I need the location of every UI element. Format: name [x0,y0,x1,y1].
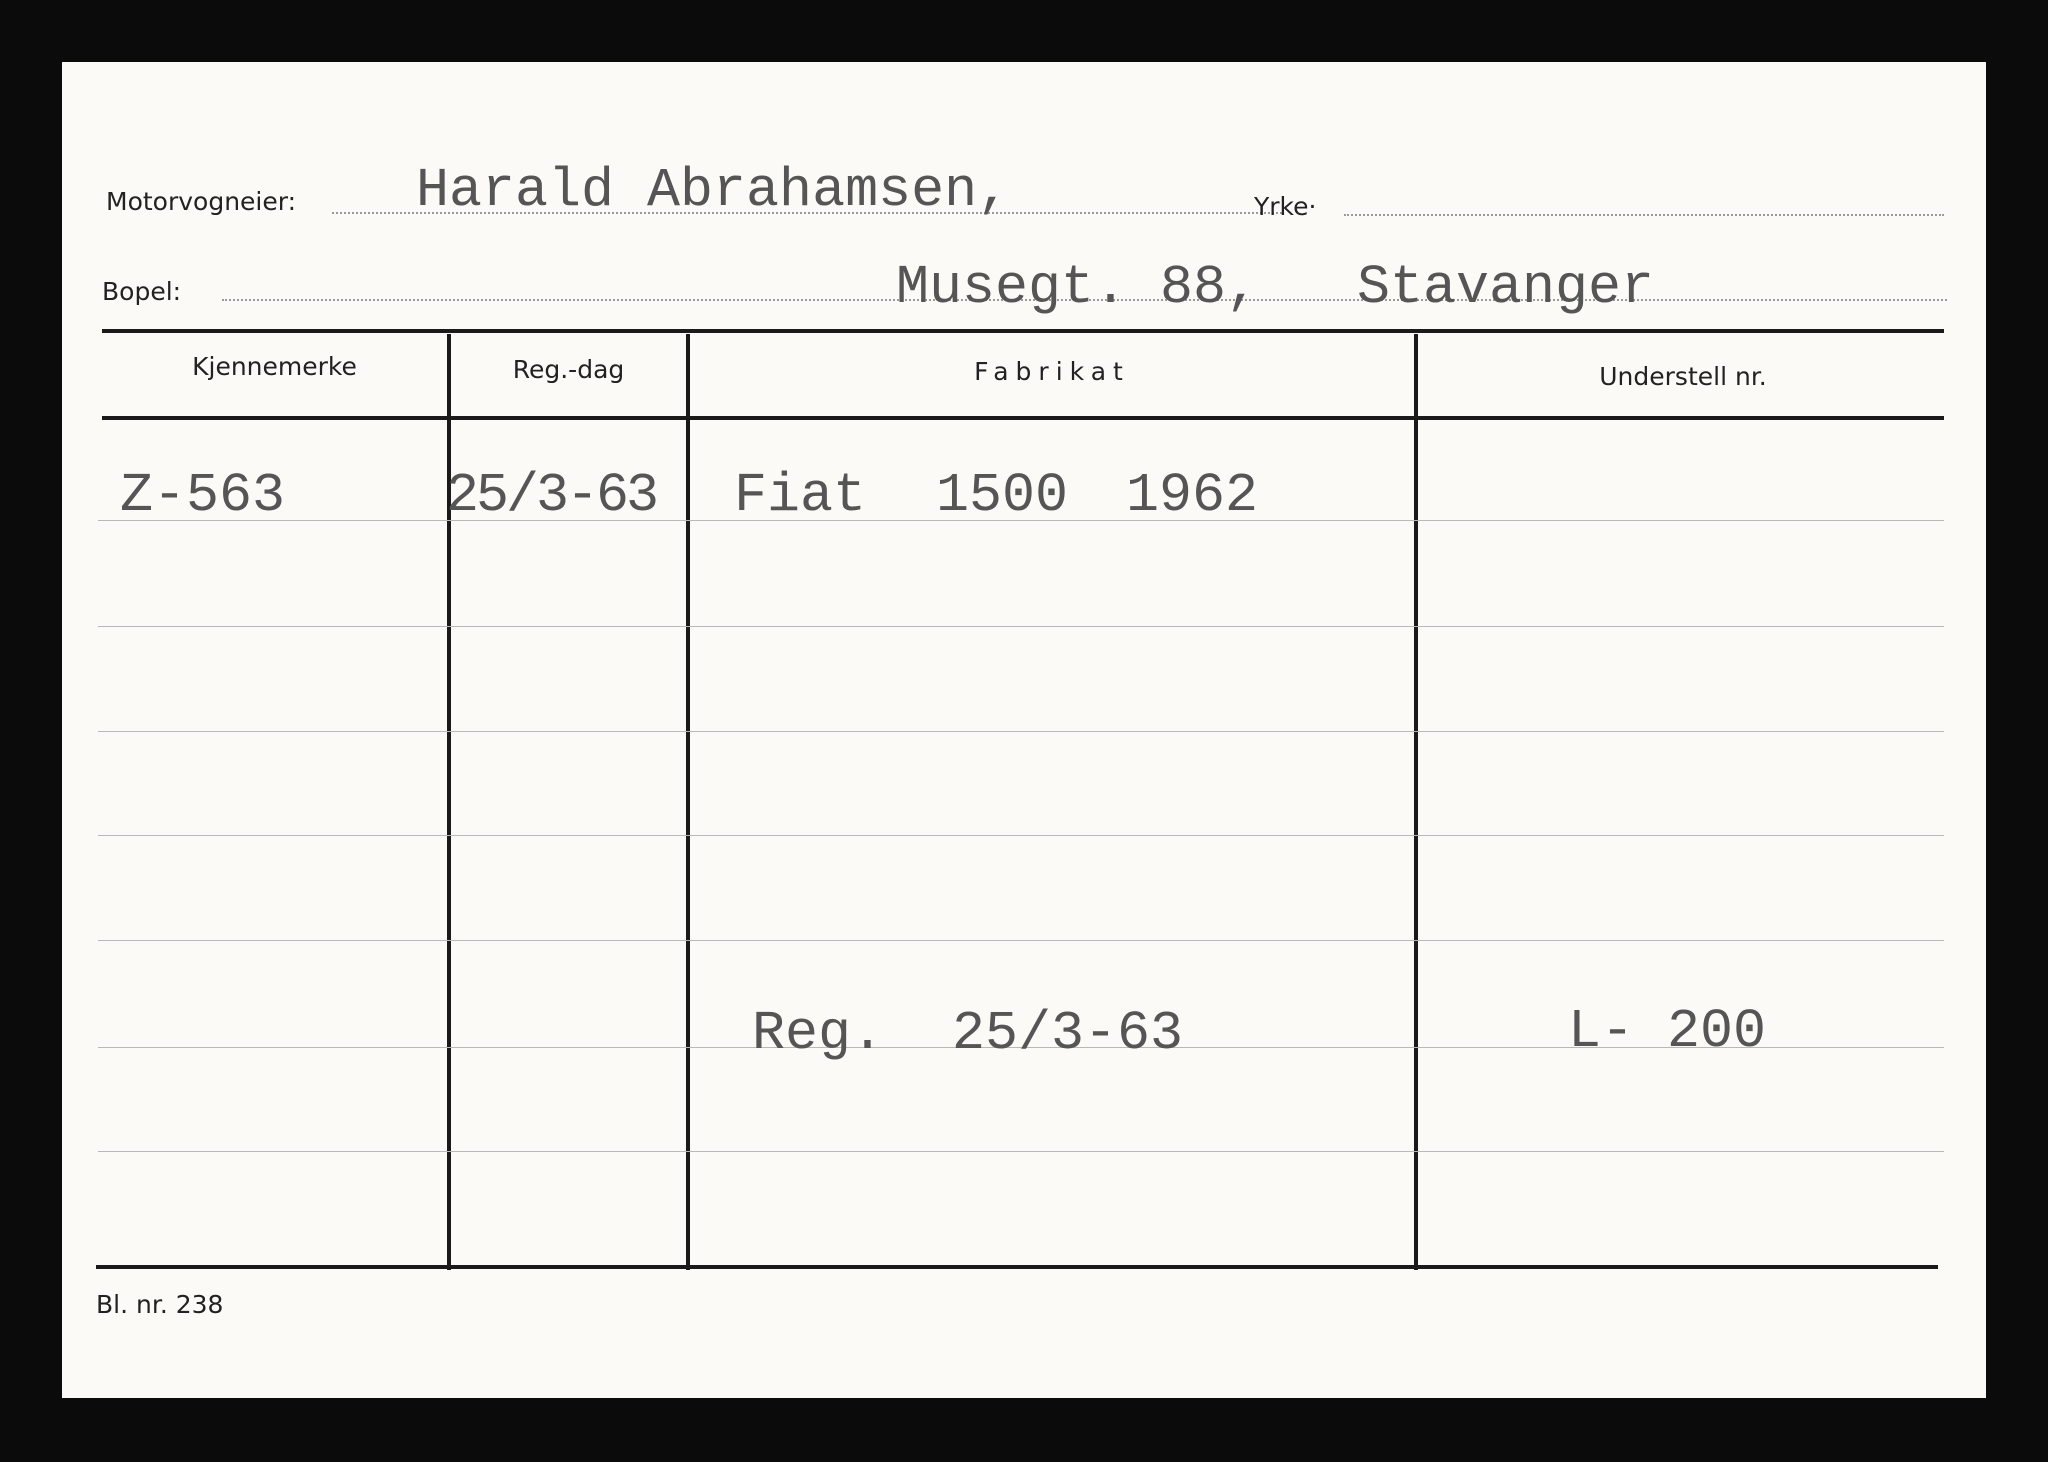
owner-value: Harald Abrahamsen, [416,159,1011,222]
column-header-kjennemerke: Kjennemerke [192,352,357,381]
reg-dag-value: 25/3-63 [446,464,657,527]
residence-label: Bopel: [102,277,182,306]
residence-street: Musegt. 88, [896,256,1260,319]
fabrikat-year: 1962 [1126,464,1259,527]
table-top-rule [102,329,1944,333]
fabrikat-reg-date: 25/3-63 [952,1002,1184,1065]
form-number: Bl. nr. 238 [96,1290,224,1319]
column-divider-2 [686,334,690,1270]
row-line [98,835,1944,836]
row-line [98,1151,1944,1152]
column-header-reg-dag: Reg.-dag [512,355,625,384]
table-bottom-rule [96,1265,1938,1269]
fabrikat-reg-label: Reg. [752,1002,885,1065]
residence-city: Stavanger [1357,256,1655,319]
occupation-dotted-line [1344,214,1944,216]
understell-value: L- 200 [1568,1000,1767,1063]
kjennemerke-value: Z-563 [120,464,286,527]
column-header-understell: Understell nr. [1599,362,1767,391]
fabrikat-model: 1500 [936,464,1069,527]
table-header-rule [102,416,1944,420]
row-line [98,626,1944,627]
occupation-label: Yrke· [1254,192,1317,221]
registration-card [62,62,1986,1398]
column-header-fabrikat: Fabrikat [974,357,1130,386]
owner-label: Motorvogneier: [106,187,297,216]
row-line [98,731,1944,732]
fabrikat-make: Fiat [734,464,867,527]
row-line [98,940,1944,941]
column-divider-3 [1414,334,1418,1270]
